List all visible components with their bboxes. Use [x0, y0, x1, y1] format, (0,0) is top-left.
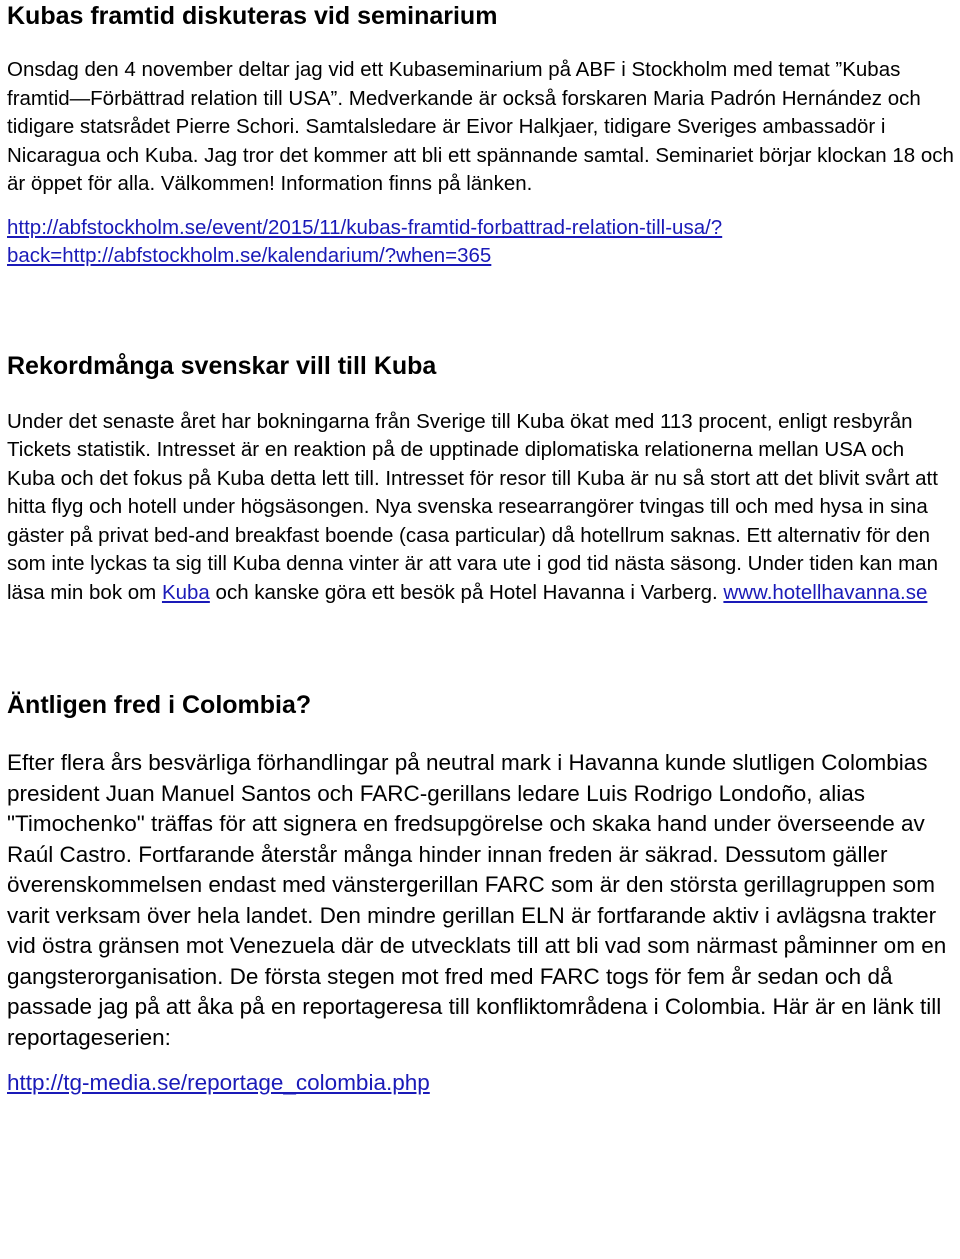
- body-text: Under det senaste året har bokningarna från Sverige till Kuba ökat med 113 procent, enligt resbyrån Tickets statistik. Intresset är en reaktion på de upptinade diplomatiska relationerna mellan USA och Kuba och det fokus på Kuba detta lett till. Intresset för resor till Kuba är nu så stort att det blivit svårt att hitta flyg och hotell under högsäsongen. Nya svenska researrangörer tvingas till och med hysa in sina gäster på privat bed-and breakfast boende (casa particular) då hotellrum saknas. Ett alternativ för den som inte lyckas ta sig till Kuba denna vinter är att vara ute i god tid nästa säsong. Under tiden kan man läsa min bok om: [7, 409, 938, 604]
- book-link[interactable]: Kuba: [161, 580, 210, 604]
- article-body: Efter flera års besvärliga förhandlingar på neutral mark i Havanna kunde slutligen Colombias president Juan Manuel Santos och FARC-gerillans ledare Luis Rodrigo Londoño, alias "Timochenko" träffas för att signera en fredsupgörelse och skaka hand under överseende av Raúl Castro. Fortfarande återstår många hinder innan freden är säkrad. Dessutom gäller överenskommelsen endast med vänstergerillan FARC som är den största gerillagruppen som varit verksam över hela landet. Den mindre gerillan ELN är fortfarande aktiv i avlägsna trakter vid östra gränsen mot Venezuela där de utvecklats till att bli vad som närmast påminner om en gangsterorganisation. De första stegen mot fred med FARC togs för fem år sedan och då passade jag på att åka på en reportageresa till konfliktområdena i Colombia. Här är en länk till reportageserien:: [7, 750, 947, 1050]
- article-title: Äntligen fred i Colombia?: [7, 691, 312, 719]
- body-text: och kanske göra ett besök på Hotel Havanna i Varberg.: [209, 580, 724, 604]
- reportage-link[interactable]: http://tg-media.se/reportage_colombia.php: [7, 1070, 430, 1095]
- abf-event-link[interactable]: http://abfstockholm.se/event/2015/11/kubas-framtid-forbattrad-relation-till-usa/?back=http://abfstockholm.se/kalendarium/?when=365: [7, 215, 723, 267]
- article-title: Rekordmånga svenskar vill till Kuba: [7, 351, 437, 380]
- article-title: Kubas framtid diskuteras vid seminarium: [7, 2, 498, 30]
- article-tourism: [7, 351, 956, 608]
- reportage-link-paragraph: [7, 1068, 956, 1099]
- article-body: Onsdag den 4 november deltar jag vid ett Kubaseminarium på ABF i Stockholm med temat ”Kubas framtid—Förbättrad relation till USA”. Medverkande är också forskaren Maria Padrón Hernández och tidigare statsrådet Pierre Schori. Samtalsledare är Eivor Halkjaer, tidigare Sveriges ambassadör i Nicaragua och Kuba. Jag tror det kommer att bli ett spännande samtal. Seminariet börjar klockan 18 och är öppet för alla. Välkommen! Information finns på länken.: [7, 58, 954, 195]
- hotel-link[interactable]: www.hotellhavanna.se: [723, 580, 928, 604]
- article-colombia: [7, 690, 956, 1099]
- article-seminar: [7, 0, 956, 271]
- article-body: [7, 408, 956, 608]
- abf-link-paragraph: [7, 214, 956, 271]
